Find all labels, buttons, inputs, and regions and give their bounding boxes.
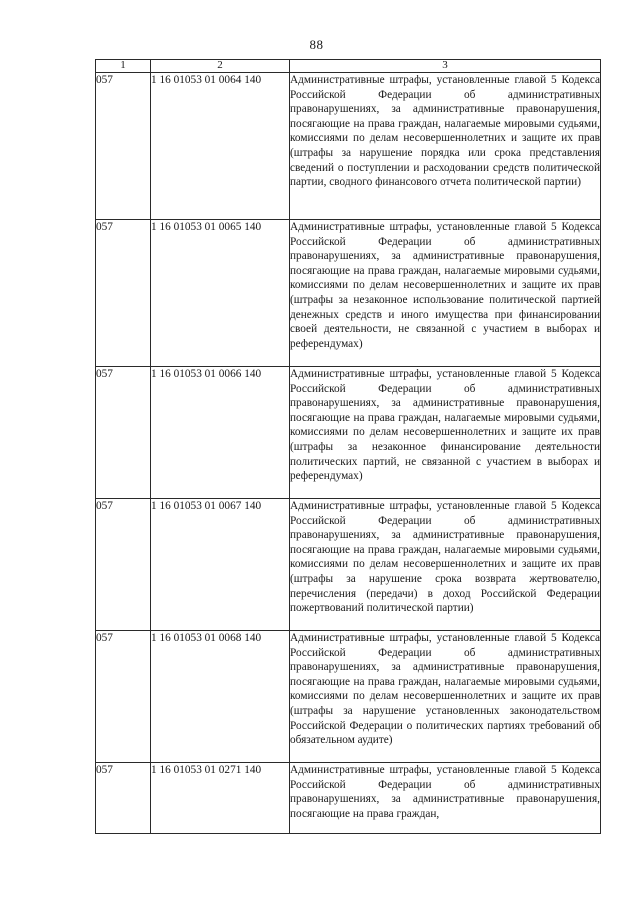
column-header-1: 1 bbox=[96, 60, 151, 73]
kbk-code-cell: 1 16 01053 01 0065 140 bbox=[151, 220, 290, 367]
description-cell: Административные штрафы, установленные главой 5 Кодекса Российской Федерации об административных правонарушениях, за административные правонарушения, посягающие на права граждан, налагаемые мировыми судьями, комиссиями по делам несовершеннолетних и защите их прав (штрафы за незаконное финансирование деятельности политических партий, не связанной с участием в выборах и референдумах) bbox=[290, 367, 601, 499]
table-row bbox=[96, 631, 601, 763]
description-cell: Административные штрафы, установленные главой 5 Кодекса Российской Федерации об административных правонарушениях, за административные правонарушения, посягающие на права граждан, налагаемые мировыми судьями, комиссиями по делам несовершеннолетних и защите их прав (штрафы за нарушение установленных законодательством Российской Федерации о политических партиях требований об обязательном аудите) bbox=[290, 631, 601, 763]
table-row bbox=[96, 73, 601, 220]
description-cell: Административные штрафы, установленные главой 5 Кодекса Российской Федерации об административных правонарушениях, за административные правонарушения, посягающие на права граждан, налагаемые мировыми судьями, комиссиями по делам несовершеннолетних и защите их прав (штрафы за нарушение порядка или срока представления сведений о поступлении и расходовании средств политической партии, сводного финансового отчета политической партии) bbox=[290, 73, 601, 220]
kbk-code-cell: 1 16 01053 01 0271 140 bbox=[151, 763, 290, 834]
table-row bbox=[96, 220, 601, 367]
description-cell: Административные штрафы, установленные главой 5 Кодекса Российской Федерации об административных правонарушениях, за административные правонарушения, посягающие на права граждан, налагаемые мировыми судьями, комиссиями по делам несовершеннолетних и защите их прав (штрафы за нарушение срока возврата жертвователю, перечисления (передачи) в доход Российской Федерации пожертвований политической партии) bbox=[290, 499, 601, 631]
admin-code-cell: 057 bbox=[96, 763, 151, 834]
page-number: 88 bbox=[309, 37, 324, 52]
description-cell: Административные штрафы, установленные главой 5 Кодекса Российской Федерации об административных правонарушениях, за административные правонарушения, посягающие на права граждан, bbox=[290, 763, 601, 834]
kbk-code-cell: 1 16 01053 01 0066 140 bbox=[151, 367, 290, 499]
table-row bbox=[96, 367, 601, 499]
kbk-code-cell: 1 16 01053 01 0064 140 bbox=[151, 73, 290, 220]
column-header-3: 3 bbox=[290, 60, 601, 73]
kbk-code-cell: 1 16 01053 01 0067 140 bbox=[151, 499, 290, 631]
admin-code-cell: 057 bbox=[96, 73, 151, 220]
admin-code-cell: 057 bbox=[96, 367, 151, 499]
kbk-code-cell: 1 16 01053 01 0068 140 bbox=[151, 631, 290, 763]
budget-codes-table bbox=[95, 59, 601, 834]
description-cell: Административные штрафы, установленные главой 5 Кодекса Российской Федерации об административных правонарушениях, за административные правонарушения, посягающие на права граждан, налагаемые мировыми судьями, комиссиями по делам несовершеннолетних и защите их прав (штрафы за незаконное использование политической партией денежных средств и иного имущества при финансировании своей деятельности, не связанной с участием в выборах и референдумах) bbox=[290, 220, 601, 367]
admin-code-cell: 057 bbox=[96, 499, 151, 631]
admin-code-cell: 057 bbox=[96, 631, 151, 763]
table-row bbox=[96, 499, 601, 631]
table-row bbox=[96, 763, 601, 834]
table-header-row bbox=[96, 60, 601, 73]
column-header-2: 2 bbox=[151, 60, 290, 73]
admin-code-cell: 057 bbox=[96, 220, 151, 367]
